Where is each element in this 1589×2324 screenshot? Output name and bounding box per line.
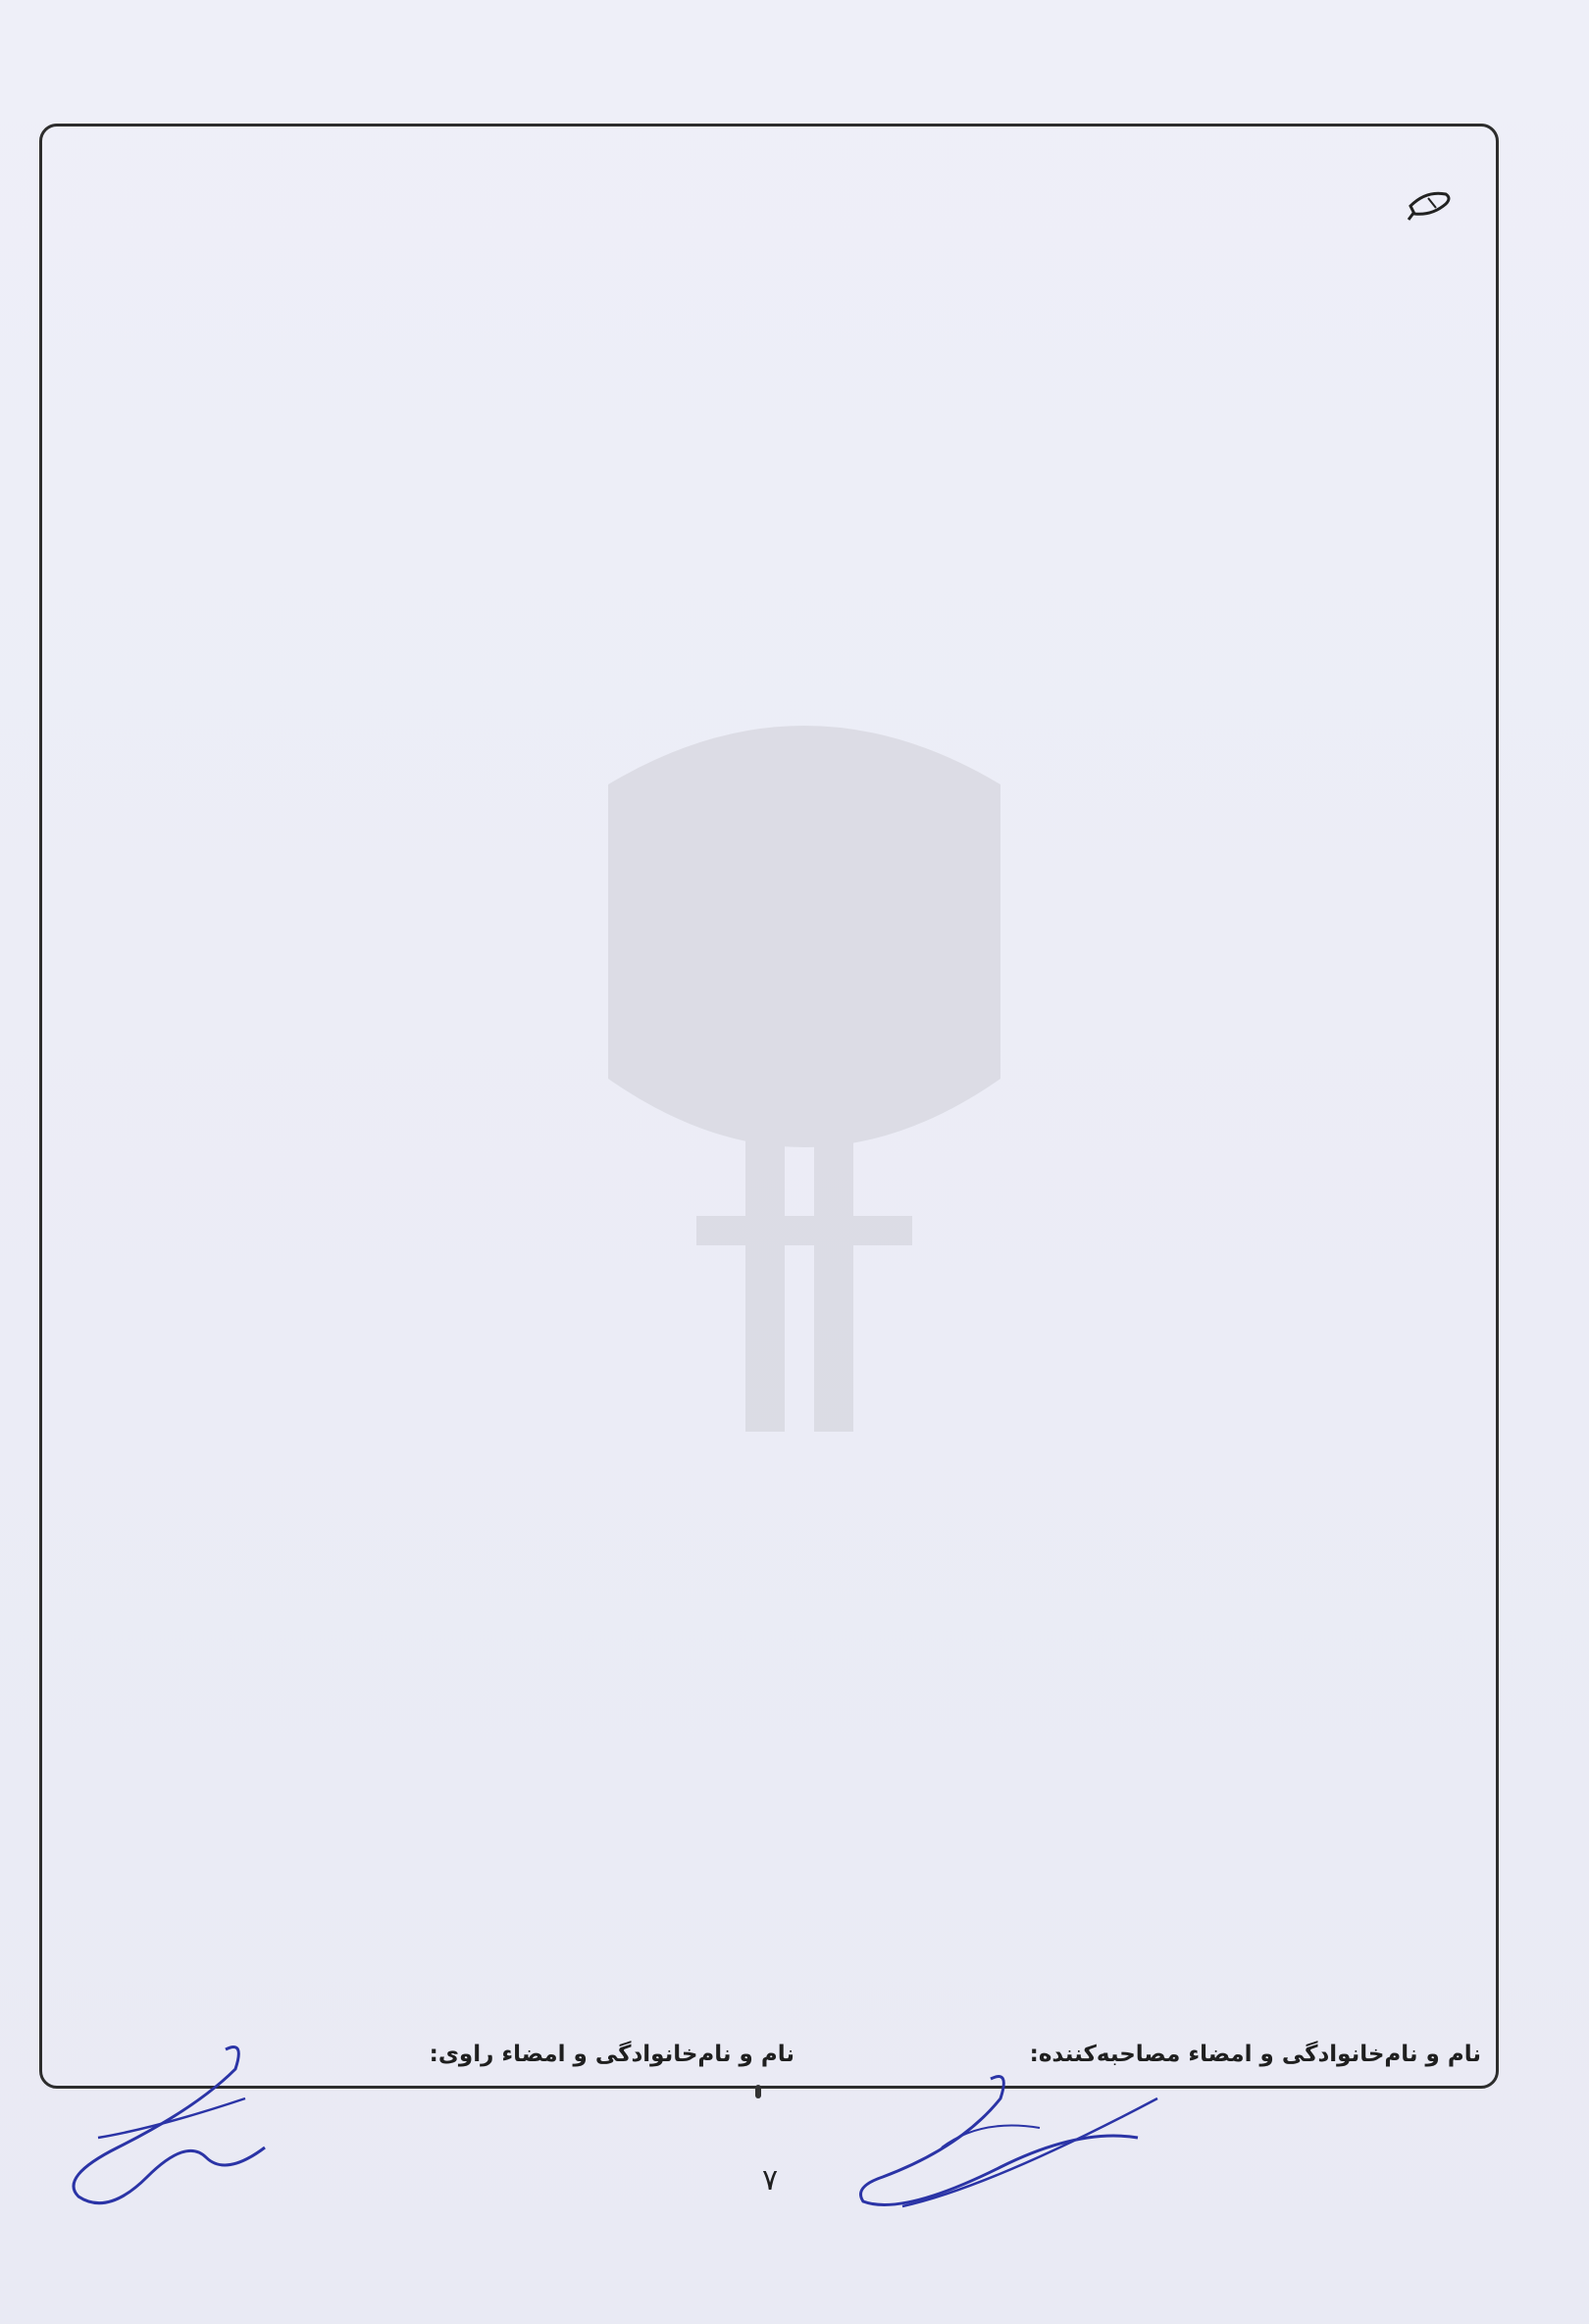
page-number: ۷ [761, 2163, 779, 2198]
content-frame [39, 124, 1499, 2089]
pen-icon [1407, 186, 1456, 222]
narrator-signature [39, 2030, 294, 2226]
narrator-signature-label: نام و نام‌خانوادگی و امضاء راوی: [429, 2042, 794, 2067]
interviewer-signature-label: نام و نام‌خانوادگی و امضاء مصاحبه‌کننده: [1029, 2042, 1481, 2067]
frame-tick [755, 2085, 761, 2098]
interviewer-signature [844, 2059, 1167, 2226]
signature-footer [118, 2042, 1481, 2081]
